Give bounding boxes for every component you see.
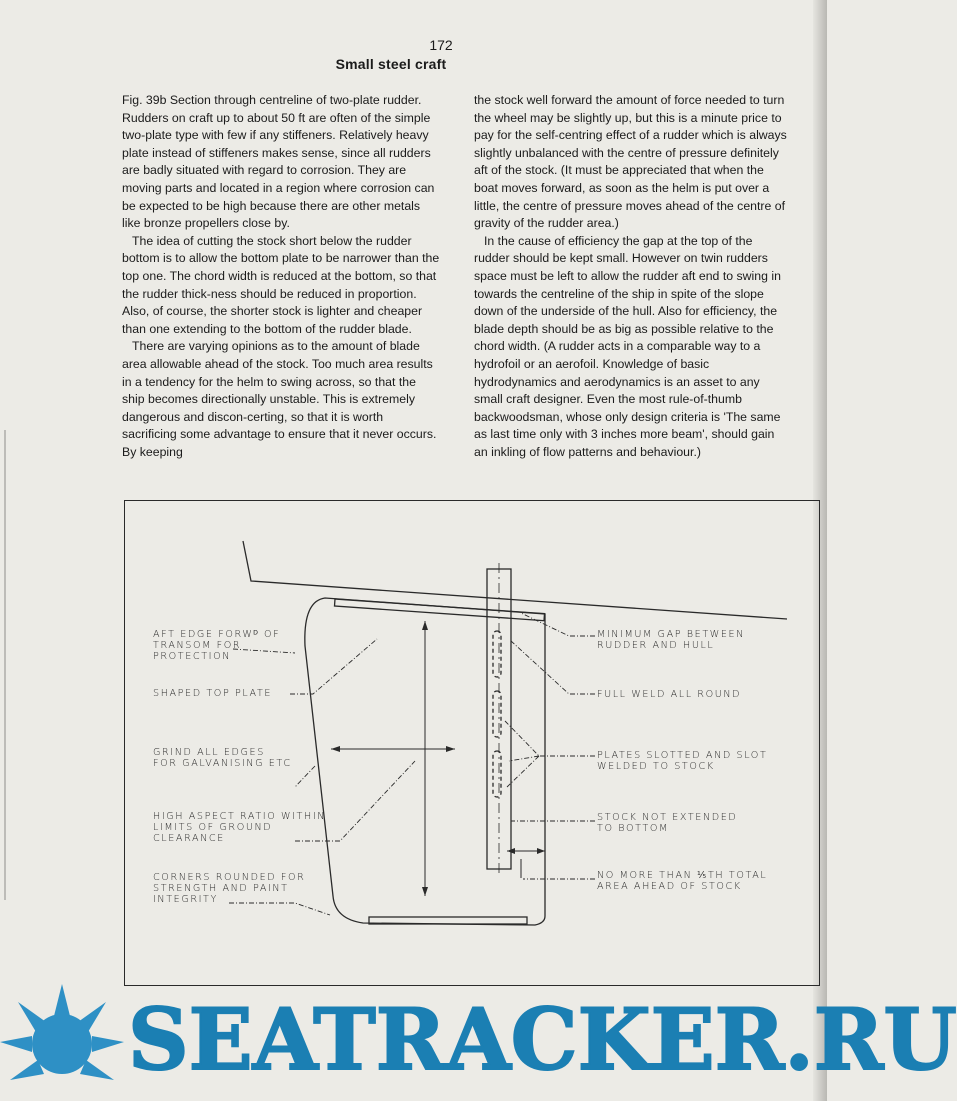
slot bbox=[493, 631, 501, 677]
watermark-text: SEATRACKER.RU bbox=[128, 990, 957, 1089]
label-stock-not-extended: STOCK NOT EXTENDED TO BOTTOM bbox=[597, 812, 738, 834]
paragraph: Fig. 39b Section through centreline of two-plate rudder. Rudders on craft up to about 50 ft are often of the simple two-plate type with few if any stiffeners. Relatively heavy plate instead of stiffeners makes sense, since all rudders are badly situated with regard to corrosion. They are moving parts and located in a region where corrosion can be expected to be high because there are other metals like bronze propellers close by. bbox=[122, 93, 435, 231]
paragraph: the stock well forward the amount of force needed to turn the wheel may be slightly up, but this is a minute price to pay for the self-centring effect of a rudder which is always slightly unbalanced with the centre of pressure definitely aft of the stock. (It must be appreciated that when the boat moves forward, as soon as the helm is put over a little, the centre of pressure moves ahead of the centre of gravity of the rudder area.) bbox=[474, 93, 787, 231]
binding-edge bbox=[4, 430, 6, 900]
leader bbox=[521, 613, 595, 636]
label-high-aspect: HIGH ASPECT RATIO WITHIN LIMITS OF GROUND CLEARANCE bbox=[153, 811, 327, 844]
sun-icon bbox=[0, 984, 124, 1080]
paragraph: The idea of cutting the stock short below the rudder bottom is to allow the bottom plate to be narrower than the top one. The chord width is reduced at the bottom, so that the rudder thick-ness should be reduced in proportion. Also, of course, the shorter stock is lighter and cheaper than one extending to the bottom of the rudder blade. bbox=[122, 233, 440, 336]
slot bbox=[493, 751, 501, 797]
leader bbox=[295, 766, 315, 787]
rudder-figure bbox=[124, 500, 820, 986]
paragraph: There are varying opinions as to the amount of blade area allowable ahead of the stock. Too much area results in a tendency for the helm to swing across, so that the ship becomes directionally unstable. This is extremely dangerous and discon-certing, so that it is worth sacrificing some advantage to ensure that it never occurs. By keeping bbox=[122, 339, 437, 459]
label-min-gap: MINIMUM GAP BETWEEN RUDDER AND HULL bbox=[597, 629, 745, 651]
right-column bbox=[474, 92, 789, 461]
top-plate bbox=[335, 599, 545, 621]
label-full-weld: FULL WELD ALL ROUND bbox=[597, 689, 742, 700]
leader bbox=[290, 639, 377, 694]
slot bbox=[493, 691, 501, 737]
transom-line bbox=[243, 541, 787, 619]
label-plates-slotted: PLATES SLOTTED AND SLOT WELDED TO STOCK bbox=[597, 750, 768, 772]
page-number: 172 bbox=[429, 37, 453, 53]
left-column bbox=[122, 92, 440, 461]
label-shaped-top-plate: SHAPED TOP PLATE bbox=[153, 688, 273, 699]
running-head: Small steel craft bbox=[335, 56, 447, 72]
leader bbox=[505, 721, 595, 787]
leader bbox=[511, 641, 595, 694]
label-corners-rounded: CORNERS ROUNDED FOR STRENGTH AND PAINT INTEGRITY bbox=[153, 872, 306, 905]
rudder-drawing bbox=[125, 501, 821, 987]
label-grind-edges: GRIND ALL EDGES FOR GALVANISING ETC bbox=[153, 747, 292, 769]
label-no-more-than: NO MORE THAN ⅕TH TOTAL AREA AHEAD OF STOCK bbox=[597, 870, 768, 892]
label-aft-edge: AFT EDGE FORWᴰ OF TRANSOM FOR PROTECTION bbox=[153, 629, 281, 662]
paragraph: In the cause of efficiency the gap at the top of the rudder should be kept small. However on twin rudders space must be left to allow the rudder aft end to swing in towards the centreline of the ship in spite of the slope down of the underside of the hull. Also for efficiency, the blade depth should be as big as possible relative to the chord width. (A rudder acts in a comparable way to a hydrofoil or an aerofoil. Knowledge of basic hydrodynamics and aerodynamics is an asset to any small craft designer. Even the most rule-of-thumb backwoodsman, whose only design criteria is 'The same as last time only with 3 inches more beam', should gain an inkling of flow patterns and behaviour.) bbox=[474, 233, 781, 459]
